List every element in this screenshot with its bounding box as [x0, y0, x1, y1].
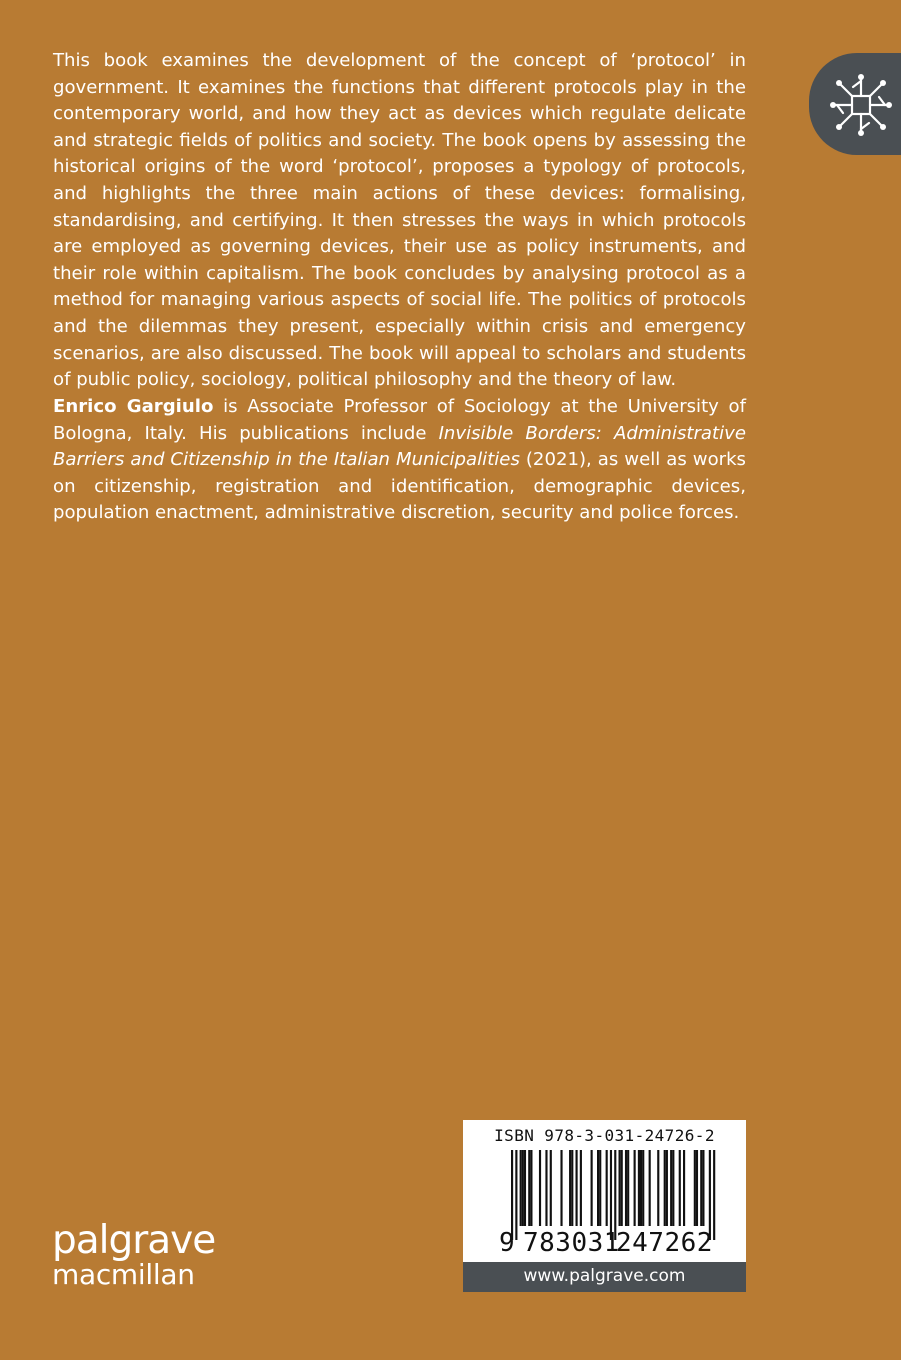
barcode-bar: [649, 1150, 651, 1226]
barcode-bar: [625, 1150, 627, 1226]
barcode-bar: [580, 1150, 582, 1226]
author-book-title: Invisible Borders: Administrative Barriers and Citizenship in the Italian Municipalities: [53, 422, 746, 471]
bio-text-part-2: (2021), as well as works on citizenship, registration and identification, demographic devices, population enactment, administrative discretion, security and police forces.: [53, 449, 746, 524]
barcode-bar: [530, 1150, 532, 1226]
barcode-bar: [694, 1150, 696, 1226]
barcode-bar: [702, 1150, 704, 1226]
barcode-bar: [666, 1150, 668, 1226]
barcode-guard-bar: [515, 1150, 517, 1240]
barcode-bar: [599, 1150, 601, 1226]
barcode-bar: [621, 1150, 623, 1226]
barcode-digits: [463, 1228, 746, 1258]
publisher-name-line2: macmillan: [52, 1258, 195, 1291]
barcode-bar: [524, 1150, 526, 1226]
barcode-bar: [672, 1150, 674, 1226]
palgrave-network-icon: [827, 71, 895, 139]
barcode-guard-bar: [709, 1150, 711, 1240]
publisher-wordmark: [52, 1218, 216, 1291]
publisher-name-line1: palgrave: [52, 1218, 216, 1263]
publisher-url: www.palgrave.com: [463, 1262, 746, 1292]
barcode-bar: [528, 1150, 530, 1226]
author-bio-text: [53, 394, 746, 527]
barcode-bar: [638, 1150, 640, 1226]
barcode-bar: [640, 1150, 642, 1226]
barcode-bar: [522, 1150, 524, 1226]
barcode-bar: [550, 1150, 552, 1226]
barcode-bar: [642, 1150, 644, 1226]
publisher-logo-tab: [809, 53, 901, 155]
barcode-bar: [597, 1150, 599, 1226]
barcode-bar: [591, 1150, 593, 1226]
isbn-label: ISBN 978-3-031-24726-2: [494, 1126, 715, 1145]
barcode-guard-bar: [614, 1150, 616, 1240]
book-description: [53, 48, 746, 394]
description-text: This book examines the development of the concept of ‘protocol’ in government. It examines the functions that different protocols play in the contemporary world, and how they act as devices which regulate delicate and strategic fields of politics and society. The book opens by assessing the historical origins of the word ‘protocol’, proposes a typology of protocols, and highlights the three main actions of these devices: formalising, standardising, and certifying. It then stresses the ways in which protocols are employed as governing devices, their use as policy instruments, and their role within capitalism. The book concludes by analysing protocol as a method for managing various aspects of social life. The politics of protocols and the dilemmas they present, especially within crisis and emergency scenarios, are also discussed. The book will appeal to scholars and students of public policy, sociology, political philosophy and the theory of law.: [53, 50, 746, 391]
barcode-bar: [539, 1150, 541, 1226]
barcode-bar: [634, 1150, 636, 1226]
barcode-bar: [560, 1150, 562, 1226]
barcode-bar: [627, 1150, 629, 1226]
barcode-bar: [679, 1150, 681, 1226]
isbn-barcode: [463, 1120, 746, 1262]
barcode-bar: [696, 1150, 698, 1226]
barcode-bar: [576, 1150, 578, 1226]
barcode-bar: [664, 1150, 666, 1226]
barcode-guard-bar: [713, 1150, 715, 1240]
barcode-bar: [619, 1150, 621, 1226]
author-name: Enrico Gargiulo: [53, 396, 214, 417]
barcode-guard-bar: [610, 1150, 612, 1240]
barcode-bar: [683, 1150, 685, 1226]
barcode-bar: [606, 1150, 608, 1226]
barcode-bar: [520, 1150, 522, 1226]
barcode-bar: [571, 1150, 573, 1226]
bio-text-part-1: is Associate Professor of Sociology at the University of Bologna, Italy. His publications include: [53, 396, 746, 444]
author-bio: [53, 394, 746, 527]
barcode-bar: [545, 1150, 547, 1226]
barcode-first-digit: 9: [499, 1228, 515, 1258]
barcode-guard-bar: [511, 1150, 513, 1240]
barcode-bar: [670, 1150, 672, 1226]
barcode-left-group: 783031: [523, 1228, 620, 1258]
barcode-right-group: 247262: [616, 1228, 713, 1258]
barcode-bar: [700, 1150, 702, 1226]
barcode-bar: [569, 1150, 571, 1226]
barcode-bar: [657, 1150, 659, 1226]
